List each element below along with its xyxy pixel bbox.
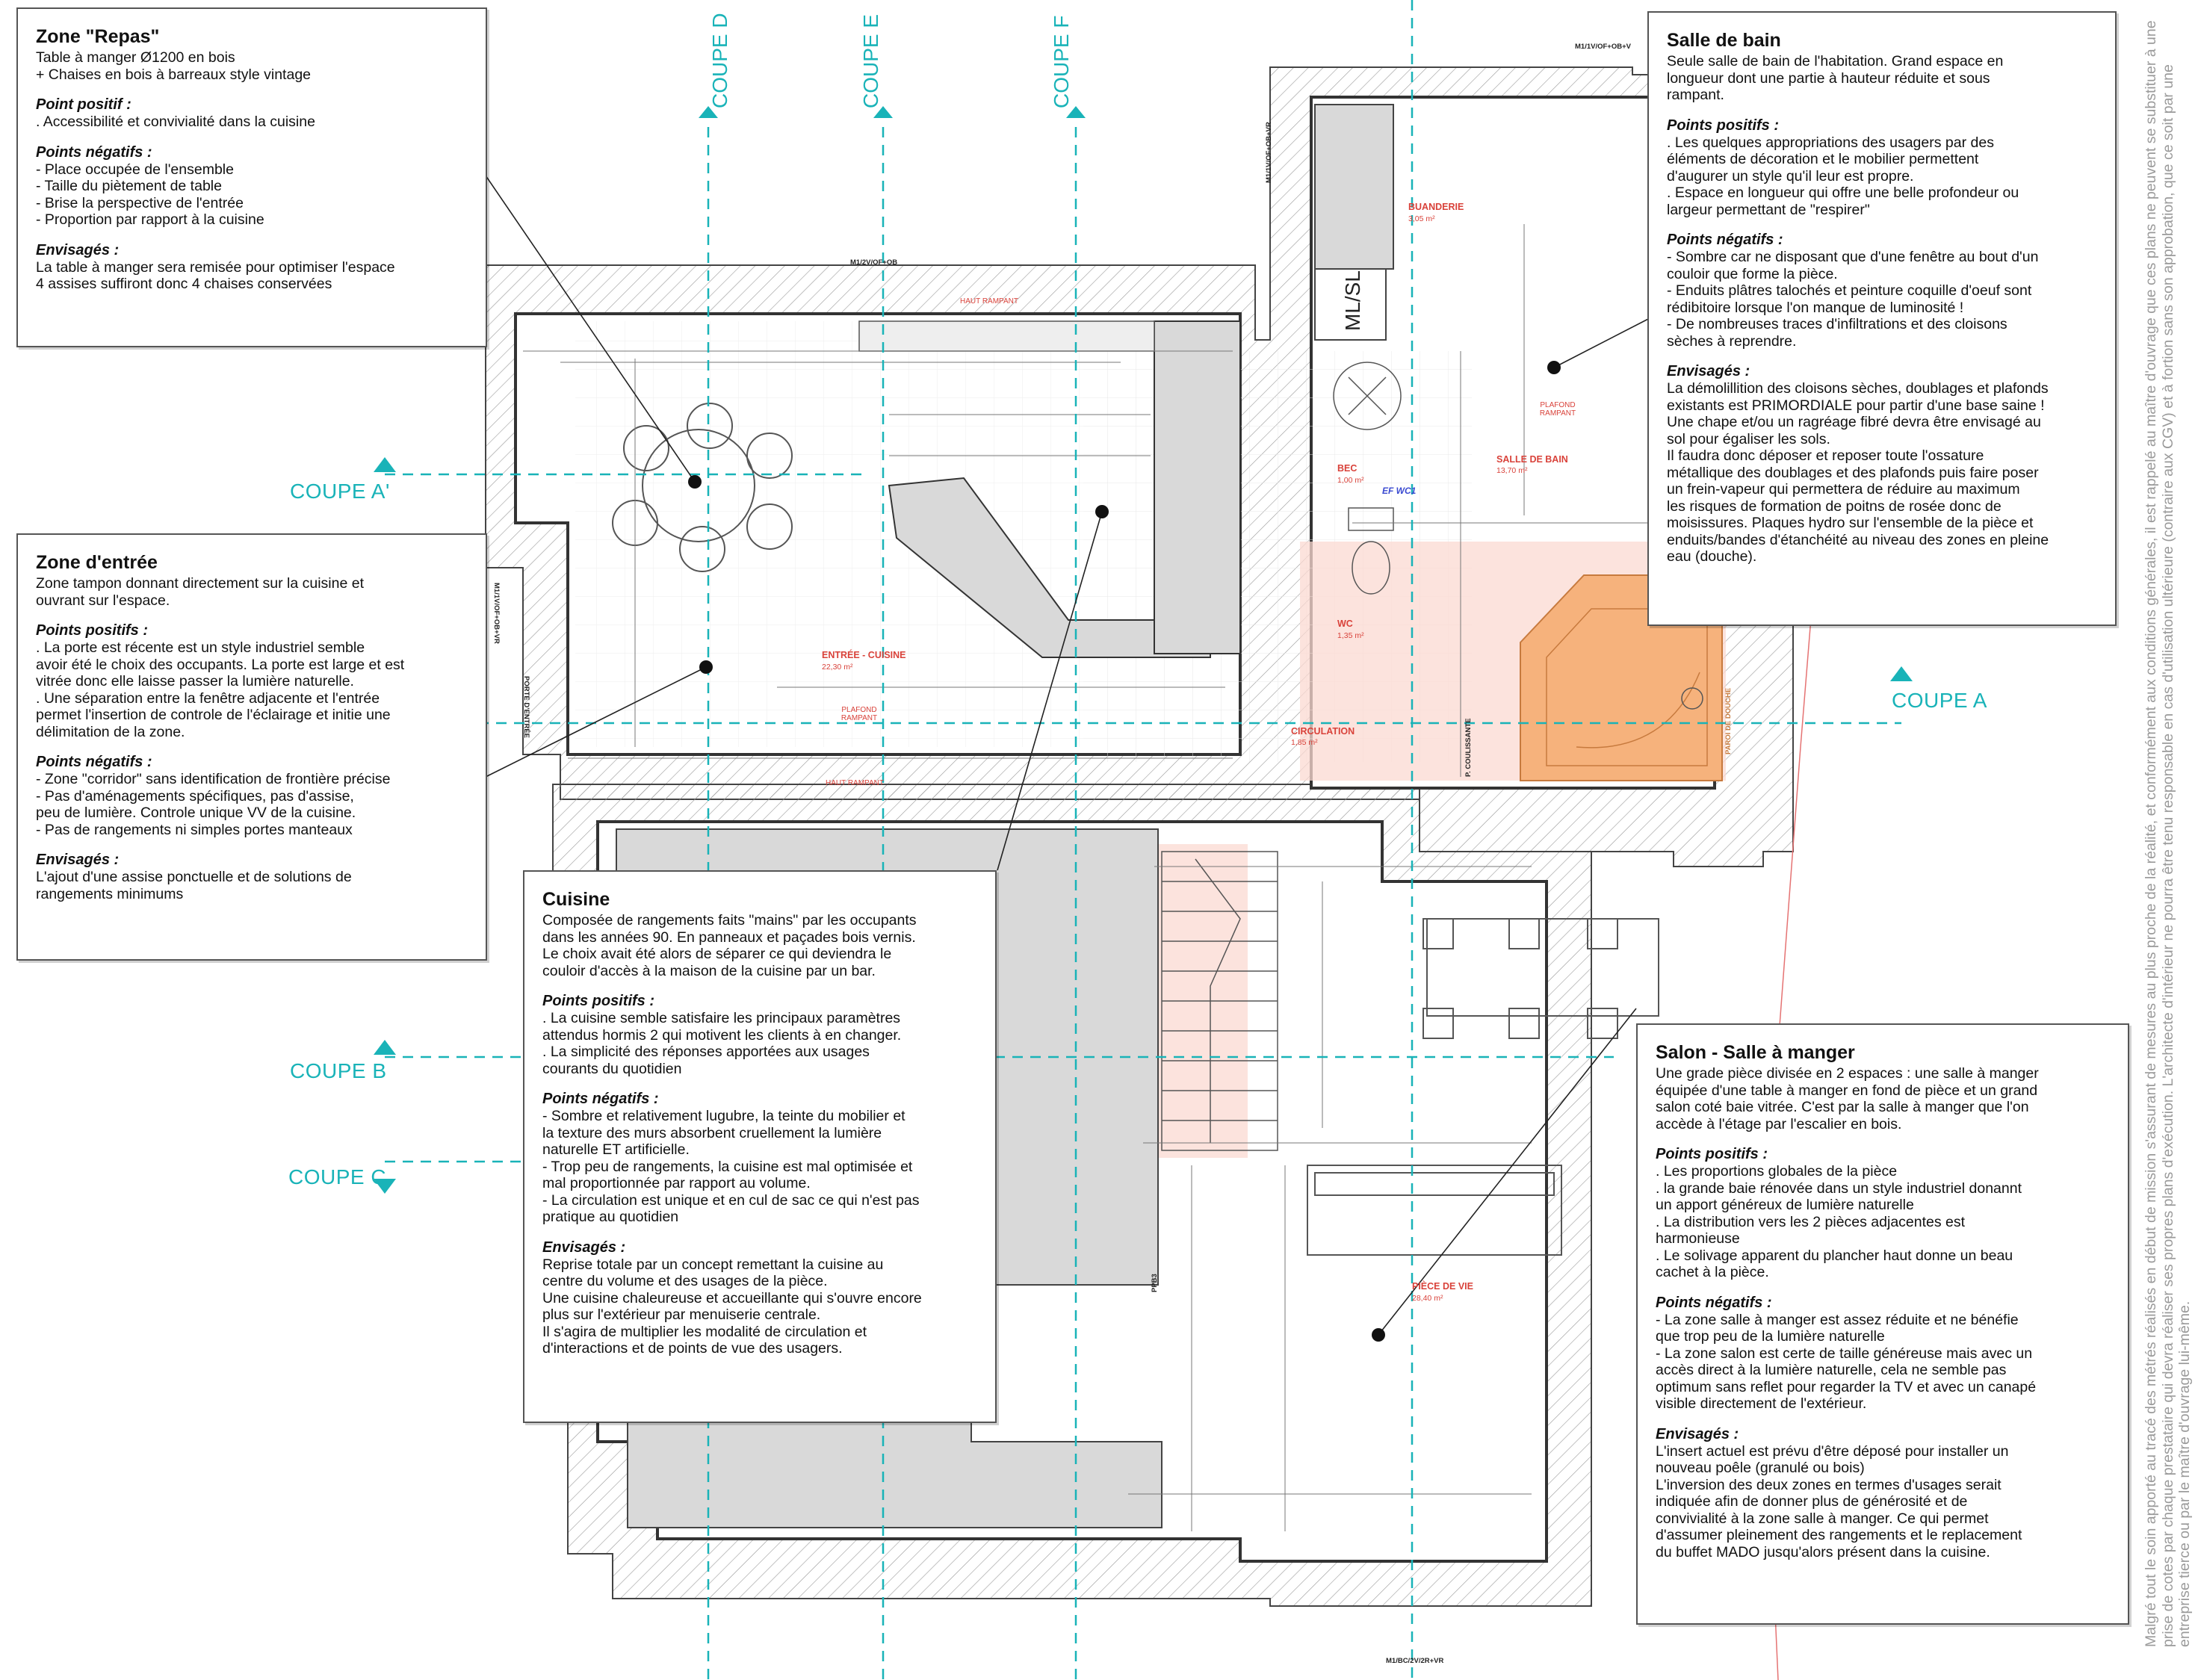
zone-entree-positifs-heading: Points positifs : xyxy=(36,622,148,639)
salon-envisage-5: d'assumer pleinement des rangements et le replacement xyxy=(1656,1527,2022,1543)
salon-positif-1: . la grande baie rénovée dans un style industriel donannt xyxy=(1656,1180,2022,1197)
zone-repas-negatif-3: - Proportion par rapport à la cuisine xyxy=(36,211,264,228)
room-wc: WC xyxy=(1337,619,1353,629)
salle-de-bain-positif-1: éléments de décoration et le mobilier permettent xyxy=(1667,151,1979,167)
salle-de-bain-intro-1: longueur dont une partie à hauteur réduite et sous xyxy=(1667,69,1990,87)
salon-negatif-1: que trop peu de la lumière naturelle xyxy=(1656,1328,1885,1345)
salle-de-bain-intro-2: rampant. xyxy=(1667,87,1724,103)
zone-repas-envisage-1: 4 assises suffiront donc 4 chaises conservées xyxy=(36,276,332,292)
callout-cuisine xyxy=(523,870,997,1423)
zone-repas-negatif-0: - Place occupée de l'ensemble xyxy=(36,161,234,178)
zone-entree-negatif-0: - Zone "corridor" sans identification de frontière précise xyxy=(36,771,391,787)
coupe-f-label: COUPE F xyxy=(1050,15,1073,108)
zone-entree-negatif-3: - Pas de rangements ni simples portes manteaux xyxy=(36,821,353,838)
porte-entree-label: PORTE D'ENTRÉE xyxy=(522,676,530,739)
window-code-top: M1/2V/OF+OB xyxy=(850,258,898,267)
salle-de-bain-envisage-3: sol pour égaliser les sols. xyxy=(1667,430,1830,447)
plafond-rampant-note-2: PLAFOND RAMPANT xyxy=(840,706,878,722)
salle-de-bain-envisage-0: La démolillition des cloisons sèches, doublages et plafonds xyxy=(1667,380,2049,397)
salon-envisage-6: du buffet MADO jusqu'alors présent dans la cuisine. xyxy=(1656,1543,1990,1560)
salle-de-bain-negatif-1: couloir que forme la pièce. xyxy=(1667,265,1838,282)
zone-entree-envisages-heading: Envisagés : xyxy=(36,852,120,868)
callout-zone-entree xyxy=(16,533,487,961)
salon-positifs-heading: Points positifs : xyxy=(1656,1146,1768,1162)
salle-de-bain-negatif-4: - De nombreuses traces d'infiltrations et des cloisons xyxy=(1667,316,2007,332)
zone-repas-title: Zone "Repas" xyxy=(36,26,160,47)
ml-sl-label: ML/SL xyxy=(1341,270,1364,331)
room-bec: BEC xyxy=(1337,463,1358,474)
cuisine-negatif-2: naturelle ET artificielle. xyxy=(542,1141,690,1158)
salle-de-bain-envisage-7: les risques de formation de poitns de rosée donc de xyxy=(1667,498,2002,515)
zone-entree-envisage-1: rangements minimums xyxy=(36,885,184,902)
salon-positif-4: harmonieuse xyxy=(1656,1230,1740,1247)
coupe-b-label: COUPE B xyxy=(290,1059,387,1082)
cuisine-title: Cuisine xyxy=(542,889,610,910)
window-code-buanderie: M1/1V/OF+OB+VR xyxy=(1265,122,1273,183)
salle-de-bain-envisage-5: métallique des doublages et des plafonds puis faire poser xyxy=(1667,464,2039,481)
room-piece-de-vie-area: 28,40 m² xyxy=(1412,1294,1443,1303)
salle-de-bain-negatif-2: - Enduits plâtres talochés et peinture coquille d'oeuf sont xyxy=(1667,282,2032,299)
cuisine-positifs-heading: Points positifs : xyxy=(542,993,654,1009)
cuisine-envisage-5: d'interactions et de points de vue des usagers. xyxy=(542,1340,843,1357)
salle-de-bain-envisage-4: Il faudra donc déposer et reposer toute l'ossature xyxy=(1667,447,1984,464)
room-entree-cuisine-area: 22,30 m² xyxy=(822,663,853,672)
zone-repas-negatif-1: - Taille du piètement de table xyxy=(36,178,222,194)
room-entree-cuisine: ENTRÉE - CUISINE xyxy=(822,650,906,660)
salle-de-bain-envisage-2: Une chape et/ou un ragréage fibré devra être envisagé au xyxy=(1667,414,2041,430)
cuisine-envisage-3: plus sur l'extérieur par menuiserie centrale. xyxy=(542,1307,821,1323)
salle-de-bain-intro-0: Seule salle de bain de l'habitation. Grand espace en xyxy=(1667,53,2004,69)
cuisine-positif-1: attendus hormis 2 qui motivent les clients à en changer. xyxy=(542,1026,902,1044)
zone-repas-negatifs-heading: Points négatifs : xyxy=(36,143,152,161)
salle-de-bain-negatif-5: sèches à reprendre. xyxy=(1667,332,1797,350)
cuisine-intro-1: dans les années 90. En panneaux et paçades bois vernis. xyxy=(542,929,916,946)
cuisine-envisage-2: Une cuisine chaleureuse et accueillante qui s'ouvre encore xyxy=(542,1289,922,1307)
cuisine-negatif-1: la texture des murs absorbent cruellement la lumière xyxy=(542,1124,882,1141)
zone-repas-negatif-2: - Brise la perspective de l'entrée xyxy=(36,194,244,211)
window-code-bottom: M1/BC/2V/2R+VR xyxy=(1386,1657,1444,1665)
salon-negatif-2: - La zone salon est certe de taille généreuse mais avec un xyxy=(1656,1345,2033,1362)
salle-de-bain-envisage-6: un frein-vapeur qui permettera de réduire au maximum xyxy=(1667,481,2020,498)
cuisine-positif-2: . La simplicité des réponses apportées aux usages xyxy=(542,1044,870,1060)
window-code-topright: M1/1V/OF+OB+V xyxy=(1575,43,1631,51)
paroi-label: PAROI DE DOUCHE xyxy=(1724,687,1733,754)
coupe-e-label: COUPE E xyxy=(859,13,882,108)
cuisine-negatif-4: mal proportionnée par rapport au volume. xyxy=(542,1175,811,1191)
coupe-c-label: COUPE C xyxy=(288,1165,387,1188)
salle-de-bain-positif-3: . Espace en longueur qui offre une belle profondeur ou xyxy=(1667,185,2019,201)
salon-negatif-3: accès direct à la lumière naturelle, cela ne semble pas xyxy=(1656,1362,2007,1378)
zone-entree-negatif-1: - Pas d'aménagements spécifiques, pas d'assise, xyxy=(36,787,354,805)
cuisine-negatifs-heading: Points négatifs : xyxy=(542,1091,659,1107)
salle-de-bain-title: Salle de bain xyxy=(1667,30,1781,51)
salle-de-bain-envisage-9: enduits/bandes d'étanchéité au niveau des zones en pleine xyxy=(1667,531,2049,548)
salle-de-bain-envisage-1: existants est PRIMORDIALE pour partir d'une base saine ! xyxy=(1667,397,2045,414)
salon-envisage-2: L'inversion des deux zones en termes d'usages serait xyxy=(1656,1476,2002,1493)
zone-entree-positif-1: avoir été le choix des occupants. La porte est large et est xyxy=(36,656,405,673)
zone-entree-positif-0: . La porte est récente est un style industriel semble xyxy=(36,639,365,656)
room-salle-de-bain-area: 13,70 m² xyxy=(1496,466,1528,475)
zone-entree-title: Zone d'entrée xyxy=(36,552,158,573)
coupe-d-label: COUPE D xyxy=(708,13,731,108)
room-piece-de-vie: PIÈCE DE VIE xyxy=(1412,1281,1473,1292)
cuisine-intro-2: Le choix avait été alors de séparer ce qui deviendra le xyxy=(542,946,892,962)
zone-repas-positif-0: . Accessibilité et convivialité dans la cuisine xyxy=(36,114,315,130)
haut-rampant-note-2: HAUT RAMPANT xyxy=(826,779,884,787)
salon-envisage-1: nouveau poêle (granulé ou bois) xyxy=(1656,1460,1865,1476)
zone-entree-positif-5: délimitation de la zone. xyxy=(36,723,185,740)
salle-de-bain-positif-4: largeur permettant de "respirer" xyxy=(1667,201,1870,218)
cuisine-negatif-3: - Trop peu de rangements, la cuisine est mal optimisée et xyxy=(542,1158,913,1175)
cuisine-intro-0: Composée de rangements faits "mains" par les occupants xyxy=(542,912,917,929)
salon-envisages-heading: Envisagés : xyxy=(1656,1425,1739,1442)
callout-salle-de-bain xyxy=(1647,11,2117,626)
cuisine-intro-3: couloir d'accès à la maison de la cuisine par un bar. xyxy=(542,962,876,979)
salon-negatif-4: optimum sans reflet pour regarder la TV et avec un canapé xyxy=(1656,1378,2037,1395)
room-bec-area: 1,00 m² xyxy=(1337,476,1364,485)
haut-rampant-note: HAUT RAMPANT xyxy=(960,297,1018,306)
salon-negatif-0: - La zone salle à manger est assez réduite et ne bénéfie xyxy=(1656,1311,2019,1328)
zone-entree-intro-1: ouvrant sur l'espace. xyxy=(36,592,170,609)
ef-wc-label: EF WC1 xyxy=(1382,486,1417,496)
legal-disclaimer: Malgré tout le soin apporté au tracé des métrés réalisés en début de mission s'assurant de mesures au plus proche de la réalité, et conformément aux conditions générales, il est rappelé au maître d'ouvrage que ces plans ne peuvent se substituer à une prise de cotes par chaque prestataire qui devra réaliser ses propres plans d'exécution. L'architecte d'intérieur ne pourra être tenu responsable en cas d'utilisation ultérieure (contraire aux CGV) et à fortion sans son approbation, que ce soit par une entreprise tierce ou par le maître d'ouvrage lui-même. xyxy=(2143,20,2193,1647)
salon-positif-5: . Le solivage apparent du plancher haut donne un beau xyxy=(1656,1247,2013,1264)
salon-envisage-4: convivialité à la zone salle à manger. Ce qui permet xyxy=(1656,1510,1989,1527)
plafond-rampant-note: PLAFOND RAMPANT xyxy=(1539,401,1576,418)
room-buanderie-area: 3,05 m² xyxy=(1408,214,1435,223)
zone-entree-negatif-2: peu de lumière. Controle unique VV de la cuisine. xyxy=(36,805,356,821)
zone-entree-positif-4: permet l'insertion de controle de l'éclairage et initie une xyxy=(36,707,391,723)
zone-repas-envisage-0: La table à manger sera remisée pour optimiser l'espace xyxy=(36,258,395,276)
salon-intro-0: Une grade pièce divisée en 2 espaces : une salle à manger xyxy=(1656,1065,2039,1082)
salle-de-bain-positif-2: d'augurer un style qu'il leur est propre. xyxy=(1667,167,1914,185)
salon-negatifs-heading: Points négatifs : xyxy=(1656,1294,1772,1311)
salon-positif-6: cachet à la pièce. xyxy=(1656,1264,1769,1280)
cuisine-positif-3: courants du quotidien xyxy=(542,1060,682,1077)
salle-de-bain-envisage-8: moisissures. Plaques hydro sur l'ensemble de la pièce et xyxy=(1667,515,2034,531)
salle-de-bain-positifs-heading: Points positifs : xyxy=(1667,117,1779,134)
zone-entree-intro-0: Zone tampon donnant directement sur la cuisine et xyxy=(36,575,365,592)
room-circulation: CIRCULATION xyxy=(1291,726,1355,737)
salon-intro-3: accède à l'étage par l'escalier en bois. xyxy=(1656,1115,1902,1132)
zone-repas-positifs-heading: Point positif : xyxy=(36,96,131,113)
salon-intro-2: salon coté baie vitrée. C'est par la salle à manger que l'on xyxy=(1656,1099,2029,1115)
zone-repas-envisages-heading: Envisagés : xyxy=(36,241,120,258)
salon-title: Salon - Salle à manger xyxy=(1656,1042,1855,1063)
salon-positif-0: . Les proportions globales de la pièce xyxy=(1656,1163,1898,1180)
coupe-a-label: COUPE A xyxy=(1892,689,1987,712)
salon-intro-1: équipée d'une table à manger en fond de pièce et un grand xyxy=(1656,1082,2038,1099)
salle-de-bain-envisage-10: eau (douche). xyxy=(1667,548,1757,565)
salle-de-bain-negatif-3: rédibitoire lorsque l'on manque de luminosité ! xyxy=(1667,299,1964,316)
zone-entree-positif-3: . Une séparation entre la fenêtre adjacente et l'entrée xyxy=(36,689,380,707)
callout-salon-salle-a-manger xyxy=(1636,1023,2129,1625)
salle-de-bain-envisages-heading: Envisagés : xyxy=(1667,363,1750,379)
cuisine-envisage-0: Reprise totale par un concept remettant la cuisine au xyxy=(542,1256,884,1273)
p-coulissante-label: P. COULISSANTE xyxy=(1464,718,1473,777)
cuisine-envisage-4: Il s'agira de multiplier les modalité de circulation et xyxy=(542,1323,867,1340)
room-buanderie: BUANDERIE xyxy=(1408,202,1464,212)
room-wc-area: 1,35 m² xyxy=(1337,631,1364,640)
salle-de-bain-negatifs-heading: Points négatifs : xyxy=(1667,232,1783,248)
salon-envisage-3: indiquée afin de donner plus de générosité et de xyxy=(1656,1493,1968,1510)
cuisine-envisage-1: centre du volume et des usages de la pièce. xyxy=(542,1273,828,1289)
cuisine-negatif-5: - La circulation est unique et en cul de sac ce qui n'est pas xyxy=(542,1191,920,1209)
cuisine-positif-0: . La cuisine semble satisfaire les principaux paramètres xyxy=(542,1010,901,1026)
cuisine-negatif-0: - Sombre et relativement lugubre, la teinte du mobilier et xyxy=(542,1108,905,1124)
salle-de-bain-negatif-0: - Sombre car ne disposant que d'une fenêtre au bout d'un xyxy=(1667,249,2039,265)
zone-repas-intro-1: + Chaises en bois à barreaux style vintage xyxy=(36,66,312,83)
room-circulation-area: 1,85 m² xyxy=(1291,738,1318,747)
salon-positif-3: . La distribution vers les 2 pièces adjacentes est xyxy=(1656,1213,1966,1230)
coupe-a-prime-label: COUPE A' xyxy=(290,480,390,503)
callout-zone-repas xyxy=(16,7,487,347)
salon-positif-2: un apport généreux de lumière naturelle xyxy=(1656,1197,1914,1213)
cuisine-negatif-6: pratique au quotidien xyxy=(542,1209,679,1225)
zone-entree-envisage-0: L'ajout d'une assise ponctuelle et de solutions de xyxy=(36,869,352,885)
zone-entree-negatifs-heading: Points négatifs : xyxy=(36,754,152,770)
zone-repas-intro-0: Table à manger Ø1200 en bois xyxy=(36,49,235,66)
salle-de-bain-positif-0: . Les quelques appropriations des usagers par des xyxy=(1667,134,1994,151)
window-code-left: M1/1V/OF+OB+VR xyxy=(492,583,501,644)
ppb-label: PPB3 xyxy=(1151,1274,1159,1292)
room-salle-de-bain: SALLE DE BAIN xyxy=(1496,454,1568,465)
cuisine-envisages-heading: Envisagés : xyxy=(542,1239,626,1256)
salon-envisage-0: L'insert actuel est prévu d'être déposé pour installer un xyxy=(1656,1442,2009,1460)
zone-entree-positif-2: vitrée donc elle laisse passer la lumière naturelle. xyxy=(36,673,354,689)
salon-negatif-5: visible directement de l'extérieur. xyxy=(1656,1395,1867,1412)
